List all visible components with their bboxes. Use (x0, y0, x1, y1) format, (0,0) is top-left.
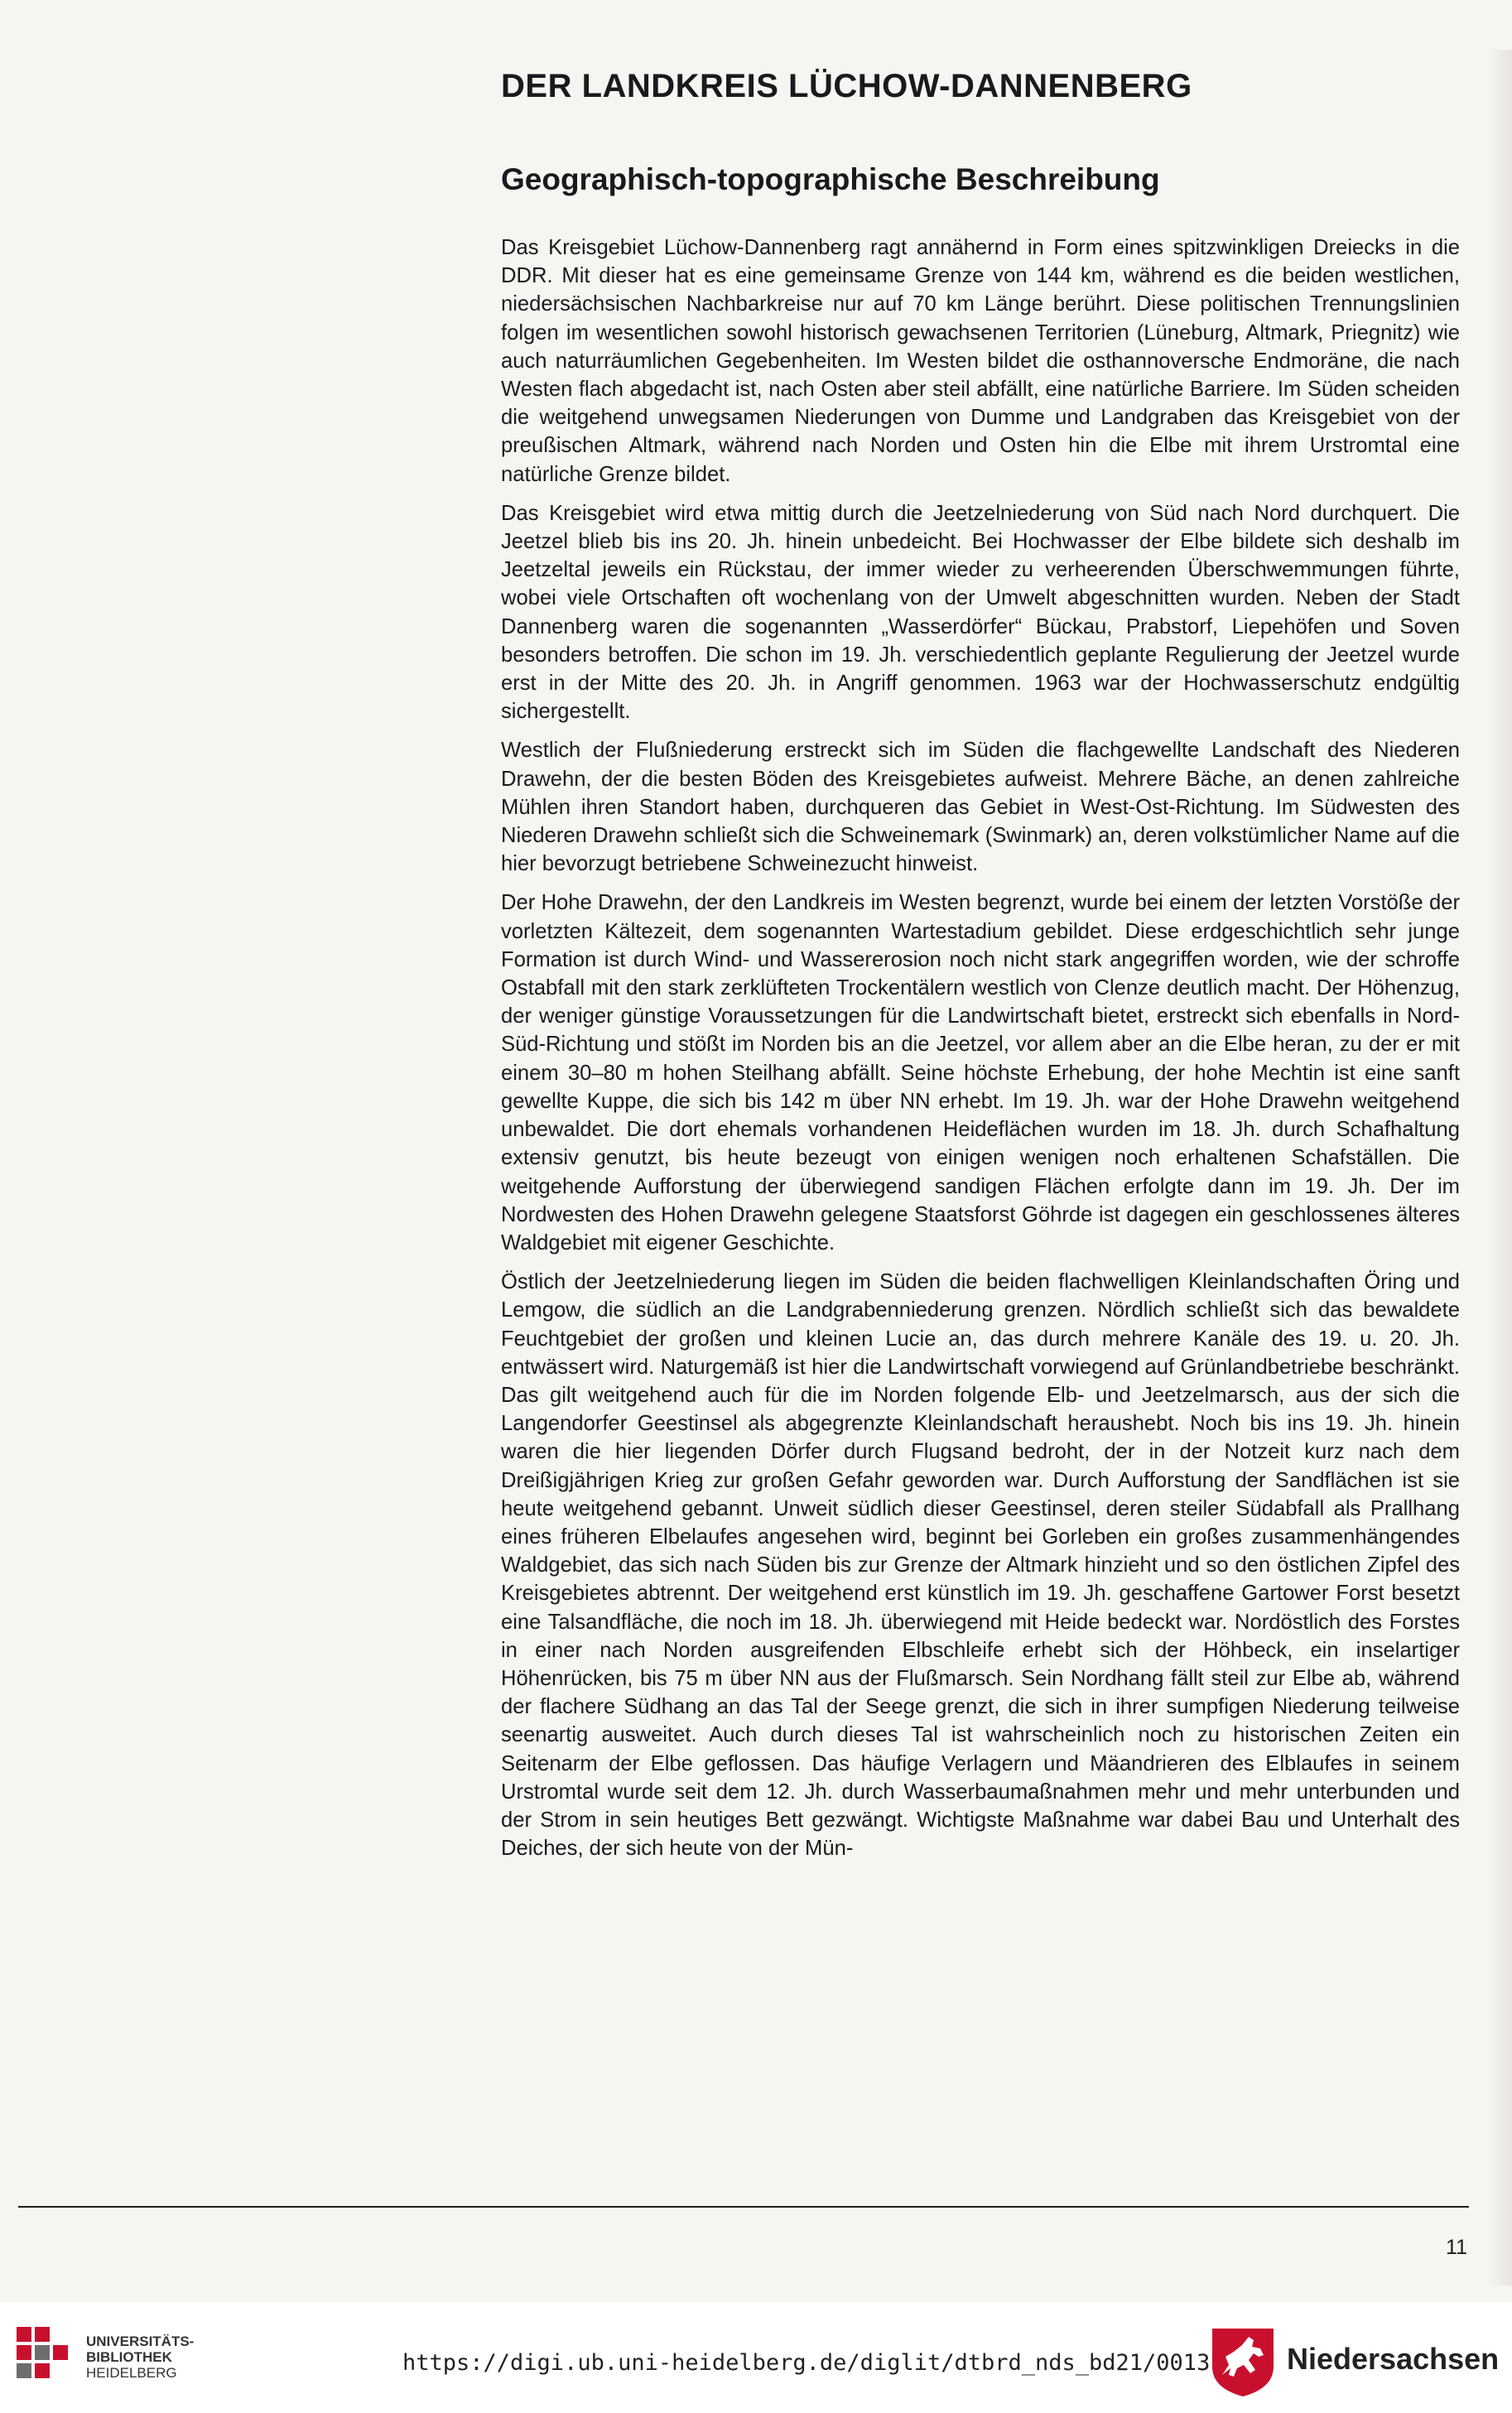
niedersachsen-horse-logo-icon (1206, 2324, 1280, 2398)
viewer-footer (0, 2302, 1512, 2413)
article-title: DER LANDKREIS LÜCHOW-DANNENBERG (501, 68, 1192, 104)
paragraph-4: Der Hohe Drawehn, der den Landkreis im Westen begrenzt, wurde bei einem der letzten Vorstöße der vorletzten Kältezeit, dem sogenannten Wartestadium gebildet. Diese erdgeschichtlich sehr junge Formation ist durch Wind- und Wassererosion noch nicht stark angegriffen worden, wie der schroffe Ostabfall mit den stark zerklüfteten Trockentälern westlich von Clenze deutlich macht. Der Höhenzug, der weniger günstige Voraussetzungen für die Landwirtschaft bietet, erstreckt sich ebenfalls in Nord-Süd-Richtung und stößt im Norden bis an die Jeetzel, vor allem aber an die Elbe heran, zu der er mit einem 30–80 m hohen Steilhang abfällt. Seine höchste Erhebung, der hohe Mechtin ist eine sanft gewellte Kuppe, die sich bis 142 m über NN erhebt. Im 19. Jh. war der Hohe Drawehn weitgehend unbewaldet. Die dort ehemals vorhandenen Heideflächen wurden im 18. Jh. durch Schafhaltung extensiv genutzt, bis heute bezeugt von einigen wenigen noch erhaltenen Schafställen. Die weitgehende Aufforstung der überwiegend sandigen Flächen erfolgte dann im 19. Jh. Der im Nordwesten des Hohen Drawehn gelegene Staatsforst Göhrde ist dagegen ein geschlossenes älteres Waldgebiet mit eigener Geschichte. (501, 891, 1460, 1255)
university-library-logo-icon (12, 2319, 78, 2380)
paragraph-1: Das Kreisgebiet Lüchow-Dannenberg ragt annähernd in Form eines spitzwinkligen Dreiecks in die DDR. Mit dieser hat es eine gemeinsame Grenze von 144 km, während es die beiden westlichen, niedersächsischen Nachbarkreise nur auf 70 km Länge berührt. Diese politischen Trennungslinien folgen im wesentlichen sowohl historisch gewachsenen Territorien (Lüneburg, Altmark, Priegnitz) wie auch naturräumlichen Gegebenheiten. Im Westen bildet die osthannoversche Endmoräne, die nach Westen flach abgedacht ist, nach Osten aber steil abfällt, eine natürliche Barriere. Im Süden scheiden die weitgehend unwegsamen Niederungen von Dumme und Landgraben das Kreisgebiet von der preußischen Altmark, während nach Norden und Osten hin die Elbe mit ihrem Urstromtal eine natürliche Grenze bildet. (501, 236, 1460, 486)
show-through-shadow (1487, 50, 1512, 2285)
paragraph-2: Das Kreisgebiet wird etwa mittig durch die Jeetzelniederung von Süd nach Nord durchquert. Die Jeetzel blieb bis ins 20. Jh. hinein unbedeicht. Bei Hochwasser der Elbe bildete sich deshalb im Jeetzeltal jeweils ein Rückstau, der immer wieder zu verheerenden Überschwemmungen führte, wobei viele Ortschaften oft wochenlang von der Umwelt abgeschnitten wurden. Neben der Stadt Dannenberg waren die sogenannten „Wasserdörfer“ Bückau, Prabstorf, Liepehöfen und Soven besonders betroffen. Die schon im 19. Jh. verschiedentlich geplante Regulierung der Jeetzel wurde erst in der Mitte des 20. Jh. in Angriff genommen. 1963 war der Hochwasserschutz endgültig sichergestellt. (501, 501, 1460, 724)
partner-name: Niedersachsen (1287, 2342, 1500, 2376)
article-subtitle: Geographisch-topographische Beschreibung (501, 162, 1160, 196)
page-number: 11 (1446, 2236, 1467, 2259)
footer-rule (18, 2206, 1469, 2208)
permalink-url[interactable]: https://digi.ub.uni-heidelberg.de/diglit/dtbrd_nds_bd21/0013 (402, 2350, 1211, 2376)
paragraph-3: Westlich der Flußniederung erstreckt sich im Süden die flachgewellte Landschaft des Niederen Drawehn, der die besten Böden des Kreisgebietes aufweist. Mehrere Bäche, an denen zahlreiche Mühlen ihren Standort haben, durchqueren das Gebiet in West-Ost-Richtung. Im Südwesten des Niederen Drawehn schließt sich die Schweinemark (Swinmark) an, deren volkstümlicher Name auf die hier bevorzugt betriebene Schweinezucht hinweist. (501, 739, 1460, 876)
university-library-name: UNIVERSITÄTS- BIBLIOTHEK HEIDELBERG (86, 2334, 195, 2381)
paragraph-5: Östlich der Jeetzelniederung liegen im Süden die beiden flachwelligen Kleinlandschaften Öring und Lemgow, die südlich an die Landgrabenniederung grenzen. Nördlich schließt sich das bewaldete Feuchtgebiet der großen und kleinen Lucie an, das durch mehrere Kanäle des 19. u. 20. Jh. entwässert wird. Naturgemäß ist hier die Landwirtschaft vorwiegend auf Grünlandbetriebe beschränkt. Das gilt weitgehend auch für die im Norden folgende Elb- und Jeetzelmarsch, aus der sich die Langendorfer Geestinsel als abgegrenzte Kleinlandschaft heraushebt. Noch bis ins 19. Jh. hinein waren die hier liegenden Dörfer durch Flugsand bedroht, der in der Notzeit kurz nach dem Dreißigjährigen Krieg zur großen Gefahr geworden war. Durch Aufforstung der Sandflächen ist sie heute weitgehend gebannt. Unweit südlich dieser Geestinsel, deren steiler Südabfall als Prallhang eines früheren Elbelaufes angesehen wird, beginnt bei Gorleben ein großes zusammenhängendes Waldgebiet, das sich nach Süden bis zur Grenze der Altmark hinzieht und so den östlichen Zipfel des Kreisgebietes abtrennt. Der weitgehend erst künstlich im 19. Jh. geschaffene Gartower Forst besetzt eine Talsandfläche, die noch im 18. Jh. überwiegend mit Heide bedeckt war. Nordöstlich des Forstes in einer nach Norden ausgreifenden Elbschleife erhebt sich der Höhbeck, ein inselartiger Höhenrücken, bis 75 m über NN aus der Flußmarsch. Sein Nordhang fällt steil zur Elbe ab, während der flachere Südhang an das Tal der Seege grenzt, die sich in ihrer sumpfigen Niederung teilweise seenartig ausweitet. Auch durch dieses Tal ist wahrscheinlich noch zu historischen Zeiten ein Seitenarm der Elbe geflossen. Das häufige Verlagern und Mäandrieren des Elblaufes in seinem Urstromtal wurde seit dem 12. Jh. durch Wasserbaumaßnahmen mehr und mehr unterbunden und der Strom in sein heutiges Bett gezwängt. Wichtigste Maßnahme war dabei Bau und Unterhalt des Deiches, der sich heute von der Mün- (501, 1270, 1460, 1861)
article-body (501, 234, 1460, 1873)
